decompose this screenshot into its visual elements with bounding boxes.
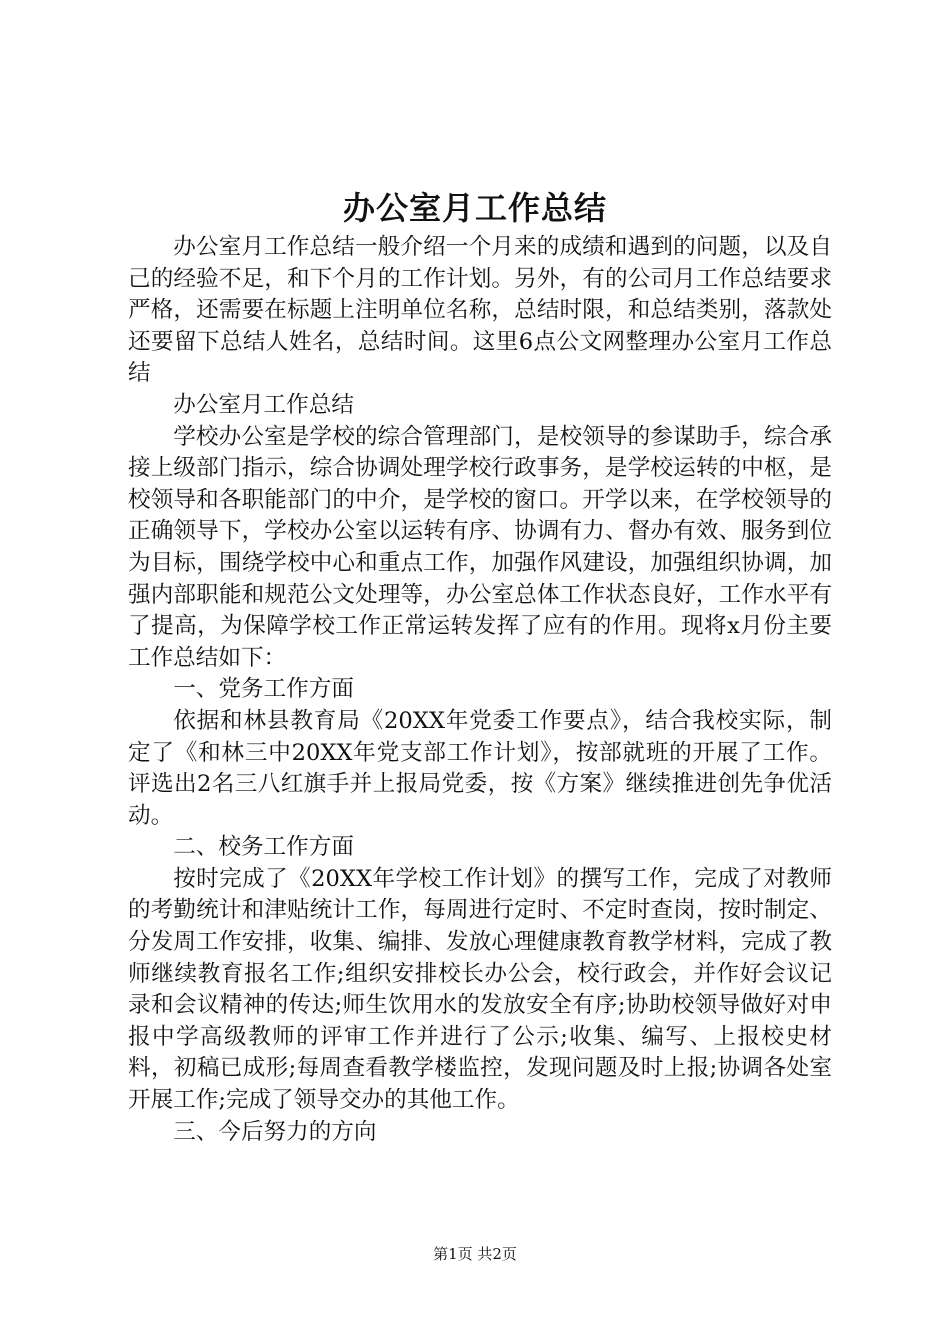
party-affairs-paragraph: 依据和林县教育局《20XX年党委工作要点》，结合我校实际，制定了《和林三中20XX年党支部工作计划》，按部就班的开展了工作。评选出2名三八红旗手并上报局党委，按《方案》继续推进创先争优活动。	[128, 707, 832, 829]
page-number-footer: 第1页 共2页	[433, 1245, 517, 1263]
intro-paragraph: 办公室月工作总结一般介绍一个月来的成绩和遇到的问题，以及自己的经验不足，和下个月的工作计划。另外，有的公司月工作总结要求严格，还需要在标题上注明单位名称，总结时限，和总结类别，落款处还要留下总结人姓名，总结时间。这里6点公文网整理办公室月工作总结	[128, 234, 832, 387]
section-heading-party-affairs: 一、党务工作方面	[173, 676, 354, 703]
document-body	[128, 232, 832, 1148]
school-affairs-paragraph: 按时完成了《20XX年学校工作计划》的撰写工作，完成了对教师的考勤统计和津贴统计工作，每周进行定时、不定时查岗，按时制定、分发周工作安排，收集、编排、发放心理健康教育教学材料，完成了教师继续教育报名工作;组织安排校长办公会，校行政会，并作好会议记录和会议精神的传达;师生饮用水的发放安全有序;协助校领导做好对申报中学高级教师的评审工作并进行了公示;收集、编写、上报校史材料，初稿已成形;每周查看教学楼监控，发现问题及时上报;协调各处室开展工作;完成了领导交办的其他工作。	[128, 865, 832, 1114]
subtitle-paragraph: 办公室月工作总结	[173, 391, 354, 418]
section-heading-future-direction: 三、今后努力的方向	[173, 1118, 377, 1145]
section-heading-school-affairs: 二、校务工作方面	[173, 834, 354, 861]
overview-paragraph: 学校办公室是学校的综合管理部门，是校领导的参谋助手，综合承接上级部门指示，综合协调处理学校行政事务，是学校运转的中枢，是校领导和各职能部门的中介，是学校的窗口。开学以来，在学校领导的正确领导下，学校办公室以运转有序、协调有力、督办有效、服务到位为目标，围绕学校中心和重点工作，加强作风建设，加强组织协调，加强内部职能和规范公文处理等，办公室总体工作状态良好，工作水平有了提高，为保障学校工作正常运转发挥了应有的作用。现将x月份主要工作总结如下：	[128, 423, 832, 671]
document-title: 办公室月工作总结	[342, 189, 607, 227]
